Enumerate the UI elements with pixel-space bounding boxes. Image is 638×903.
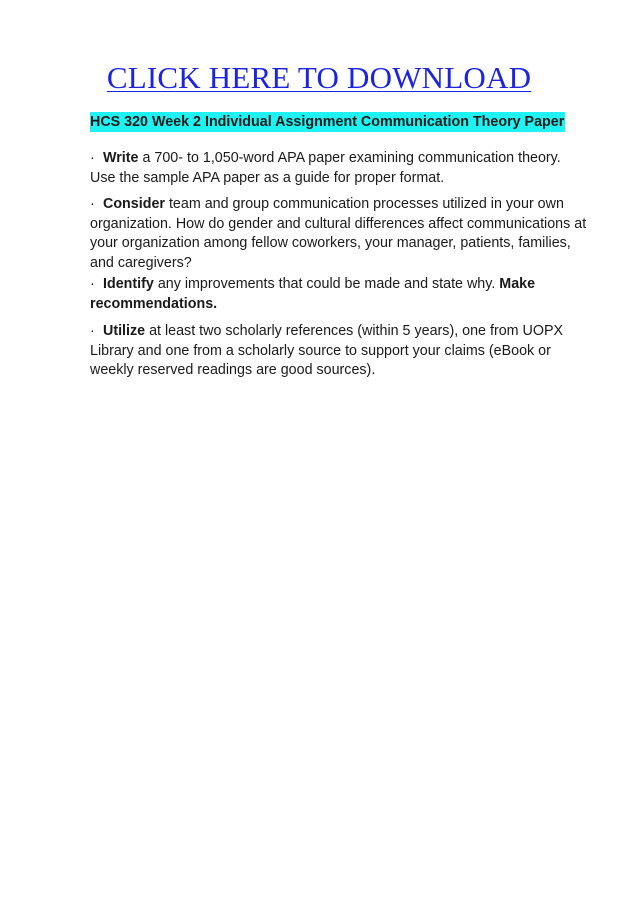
paragraph-identify [90, 275, 590, 314]
paragraph-text: any improvements that could be made and state why. [153, 276, 500, 292]
keyword-make-recommendations: Make recommendations. [90, 276, 536, 312]
paragraph-text: team and group communication processes utilized in your own organization. How do gender and cultural differences affect communications at your organization among fellow coworkers, your manager, patients, families, and caregivers? [90, 196, 587, 271]
keyword-consider: Consider [103, 196, 165, 212]
paragraph-write [90, 149, 590, 188]
paragraph-text: a 700- to 1,050-word APA paper examining communication theory. Use the sample APA paper as a guide for proper format. [90, 150, 561, 186]
document-title: HCS 320 Week 2 Individual Assignment Communication Theory Paper [90, 114, 565, 130]
paragraph-text: at least two scholarly references (within 5 years), one from UOPX Library and one from a scholarly source to support your claims (eBook or weekly reserved readings are good sources). [90, 323, 564, 378]
keyword-write: Write [103, 150, 139, 166]
bullet: · [90, 196, 95, 212]
keyword-utilize: Utilize [103, 323, 146, 339]
download-link[interactable]: CLICK HERE TO DOWNLOAD [106, 60, 532, 95]
bullet: · [90, 150, 95, 166]
bullet: · [90, 323, 95, 339]
paragraph-consider [90, 195, 590, 273]
paragraph-utilize [90, 322, 590, 381]
keyword-identify: Identify [103, 276, 154, 292]
bullet: · [90, 276, 95, 292]
